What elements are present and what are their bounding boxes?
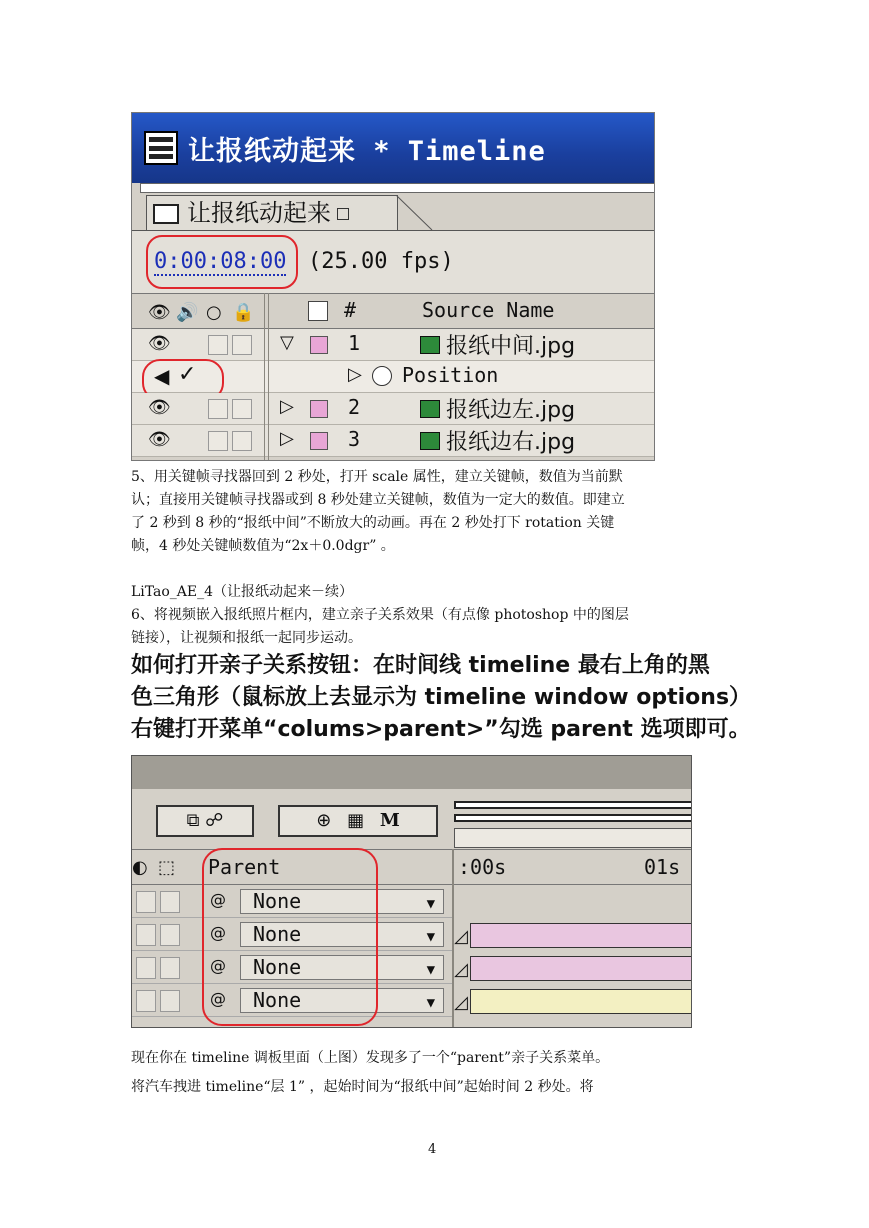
- parent-select-value: None: [253, 922, 302, 946]
- dropdown-arrow-icon[interactable]: ▼: [426, 995, 435, 1011]
- expand-right-icon[interactable]: ▷: [280, 428, 294, 449]
- image-file-icon: [420, 336, 440, 354]
- label-color: [310, 336, 328, 354]
- switch-box[interactable]: [160, 924, 180, 946]
- film-icon[interactable]: ▦: [347, 810, 365, 831]
- dropdown-arrow-icon[interactable]: ▼: [426, 896, 435, 912]
- stopwatch-icon[interactable]: [372, 366, 392, 386]
- timeline-strip: [140, 183, 655, 193]
- motion-blur-icon[interactable]: ⊕: [316, 810, 332, 831]
- property-name: Position: [402, 363, 499, 387]
- text-line: 5、用关键帧寻找器回到 2 秒处，打开 scale 属性，建立关键帧，数值为当前默: [131, 469, 623, 485]
- dropdown-arrow-icon[interactable]: ▼: [426, 929, 435, 945]
- timeline-title-bar: [132, 113, 655, 183]
- red-highlight-parent: [202, 848, 378, 1026]
- pick-whip-icon[interactable]: @: [210, 890, 226, 909]
- image-file-icon: [420, 400, 440, 418]
- keyframe-prev-icon[interactable]: ◀: [154, 364, 170, 388]
- switch-box[interactable]: [232, 399, 252, 419]
- label-column-icon: [308, 301, 328, 321]
- toolbar-buttons[interactable]: [278, 805, 438, 837]
- switch-box[interactable]: [136, 891, 156, 913]
- fps-display: (25.00 fps): [308, 249, 454, 274]
- layer-name: 报纸边右.jpg: [446, 430, 576, 455]
- expand-right-icon[interactable]: ▷: [280, 396, 294, 417]
- layer-row-2[interactable]: [132, 393, 655, 425]
- bold-line: 右键打开菜单“colums>parent>”勾选 parent 选项即可。: [131, 717, 751, 742]
- parent-select-value: None: [253, 955, 302, 979]
- layer-duration-bar[interactable]: [470, 956, 692, 981]
- paragraph-step6: [131, 581, 629, 650]
- layer-in-point-icon[interactable]: ◿: [454, 926, 468, 947]
- page-number: 4: [428, 1142, 437, 1157]
- lock-icon: 🔒: [232, 302, 255, 323]
- column-separator: [264, 293, 265, 461]
- pick-whip-icon[interactable]: @: [210, 989, 226, 1008]
- layer-number: 1: [348, 331, 361, 355]
- ruler-end: 01s: [644, 855, 681, 879]
- column-header: [132, 293, 655, 329]
- layer-number: 2: [348, 395, 361, 419]
- switch-box[interactable]: [136, 990, 156, 1012]
- layer-row-3[interactable]: [132, 425, 655, 457]
- parent-select-value: None: [253, 889, 302, 913]
- text-line: 帧，4 秒处关键帧数值为“2x＋0.0dgr” 。: [131, 538, 395, 554]
- red-highlight-timecode: [146, 235, 298, 289]
- switch-box[interactable]: [160, 990, 180, 1012]
- section-heading: LiTao_AE_4（让报纸动起来－续）: [131, 584, 354, 600]
- timeline-screenshot-2: [131, 755, 692, 1028]
- text-line: 将汽车拽进 timeline“层 1” ，起始时间为“报纸中间”起始时间 2 秒处。将: [131, 1079, 594, 1095]
- column-separator: [268, 293, 269, 461]
- text-line: 现在你在 timeline 调板里面（上图）发现多了一个“parent”亲子关系菜单。: [131, 1050, 610, 1066]
- solo-icon: ○: [206, 302, 222, 323]
- layer-duration-bar[interactable]: [470, 989, 692, 1014]
- composition-tab[interactable]: [146, 195, 398, 231]
- pick-whip-icon[interactable]: @: [210, 923, 226, 942]
- layer-name: 报纸中间.jpg: [446, 334, 576, 359]
- parent-column-header[interactable]: Parent: [208, 855, 281, 879]
- keyframe-check-icon[interactable]: ✓: [178, 362, 197, 387]
- paragraph-parent-menu: [131, 1044, 609, 1102]
- expand-right-icon[interactable]: ▷: [348, 364, 362, 385]
- text-line: 链接），让视频和报纸一起同步运动。: [131, 630, 362, 646]
- dropdown-arrow-icon[interactable]: ▼: [426, 962, 435, 978]
- layer-in-point-icon[interactable]: ◿: [454, 959, 468, 980]
- switch-box[interactable]: [208, 399, 228, 419]
- composition-icon: [144, 131, 178, 165]
- pick-whip-icon[interactable]: @: [210, 956, 226, 975]
- bold-instructions: [131, 650, 751, 746]
- bold-line: 如何打开亲子关系按钮：在时间线 timeline 最右上角的黑: [131, 653, 710, 678]
- switch-box[interactable]: [160, 891, 180, 913]
- composition-tab-icon: [153, 204, 179, 224]
- eye-icon[interactable]: 👁: [148, 397, 171, 418]
- expand-down-icon[interactable]: ▽: [280, 332, 294, 353]
- av-features-eye-icon: 👁: [148, 302, 171, 323]
- toolbar-m-label[interactable]: M: [379, 810, 400, 831]
- panel-top-bar: [132, 756, 692, 789]
- layer-duration-bar[interactable]: [470, 923, 692, 948]
- comp-switch-buttons[interactable]: ⧉ ☍: [156, 805, 254, 837]
- eye-icon[interactable]: 👁: [148, 429, 171, 450]
- label-color: [310, 432, 328, 450]
- eye-icon[interactable]: 👁: [148, 333, 171, 354]
- switch-box[interactable]: [208, 431, 228, 451]
- tab-slant: [396, 195, 436, 231]
- time-navigator-bar[interactable]: [454, 814, 692, 822]
- composition-tab-label: 让报纸动起来: [187, 199, 331, 227]
- layer-number: 3: [348, 427, 361, 451]
- source-name-header[interactable]: Source Name: [422, 298, 555, 322]
- layer-row-1[interactable]: [132, 329, 655, 361]
- switch-box[interactable]: [232, 335, 252, 355]
- switch-box[interactable]: [208, 335, 228, 355]
- parent-select-value: None: [253, 988, 302, 1012]
- audio-icon: 🔊: [176, 302, 199, 323]
- switch-box[interactable]: [232, 431, 252, 451]
- time-navigator-bar[interactable]: [454, 801, 692, 809]
- layer-name: 报纸边左.jpg: [446, 398, 576, 423]
- work-area-bar[interactable]: [454, 828, 692, 848]
- 3d-layer-icon: ⬚: [158, 857, 176, 878]
- switch-box[interactable]: [136, 924, 156, 946]
- text-line: 了 2 秒到 8 秒的“报纸中间”不断放大的动画。再在 2 秒处打下 rotation 关键: [131, 515, 615, 531]
- layer-number-header: #: [344, 298, 357, 322]
- ruler-start: :00s: [458, 855, 507, 879]
- switch-box[interactable]: [136, 957, 156, 979]
- bold-line: 色三角形（鼠标放上去显示为 timeline window options）: [131, 685, 752, 710]
- label-color: [310, 400, 328, 418]
- text-line: 认；直接用关键帧寻找器或到 8 秒处建立关键帧，数值为一定大的数值。即建立: [131, 492, 625, 508]
- layer-in-point-icon[interactable]: ◿: [454, 992, 468, 1013]
- current-time-display[interactable]: 0:00:08:00: [154, 249, 287, 274]
- text-line: 6、将视频嵌入报纸照片框内，建立亲子关系效果（有点像 photoshop 中的图层: [131, 607, 629, 623]
- tab-close-icon[interactable]: [337, 208, 349, 220]
- switch-box[interactable]: [160, 957, 180, 979]
- timeline-screenshot-1: [131, 112, 655, 461]
- paragraph-step5: [131, 466, 625, 558]
- image-file-icon: [420, 432, 440, 450]
- solo-icon: ◐: [132, 857, 148, 878]
- window-title: 让报纸动起来 * Timeline: [188, 136, 546, 167]
